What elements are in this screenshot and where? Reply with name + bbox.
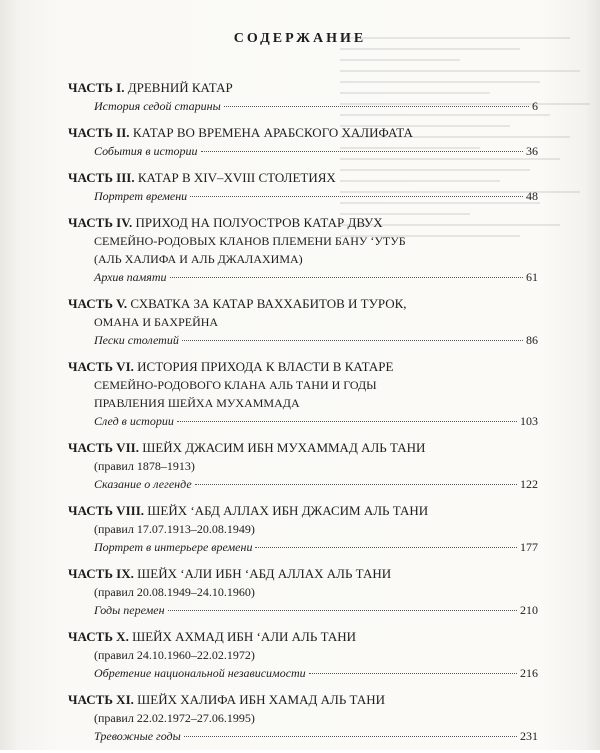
part-label: ЧАСТЬ XI. <box>68 692 134 707</box>
toc-entry-heading-continued <box>94 313 538 331</box>
toc-entry-heading <box>68 564 538 583</box>
page-title: СОДЕРЖАНИЕ <box>233 31 367 46</box>
toc-entry-heading <box>68 357 538 376</box>
reign-dates: (правил 20.08.1949–24.10.1960) <box>94 585 255 599</box>
page-number: 122 <box>520 477 538 491</box>
dot-leader <box>184 736 517 737</box>
page-number: 36 <box>526 144 538 158</box>
dot-leader <box>182 340 523 341</box>
dot-leader <box>190 196 523 197</box>
page-number: 6 <box>532 99 538 113</box>
toc-entry-subtitle-row <box>94 142 538 160</box>
part-label: ЧАСТЬ X. <box>68 629 129 644</box>
page-number: 103 <box>520 414 538 428</box>
part-title: СЕМЕЙНО-РОДОВОГО КЛАНА АЛЬ ТАНИ И ГОДЫ <box>94 378 377 392</box>
part-label: ЧАСТЬ IX. <box>68 566 134 581</box>
part-title: ШЕЙХ ДЖАСИМ ИБН МУХАММАД АЛЬ ТАНИ <box>142 440 426 455</box>
toc-entry-subtitle-row <box>94 268 538 286</box>
part-title: КАТАР ВО ВРЕМЕНА АРАБСКОГО ХАЛИФАТА <box>132 125 413 140</box>
part-label: ЧАСТЬ VIII. <box>68 503 145 518</box>
dot-leader <box>201 151 523 152</box>
toc-entry-heading <box>68 294 538 313</box>
toc-entry <box>68 168 538 205</box>
toc-entry <box>68 213 538 286</box>
part-label: ЧАСТЬ II. <box>68 125 130 140</box>
toc-entry-heading <box>68 123 538 142</box>
part-title: ШЕЙХ ʻАЛИ ИБН ʻАБД АЛЛАХ АЛЬ ТАНИ <box>137 566 392 581</box>
chapter-subtitle: Портрет в интерьере времени <box>94 540 253 554</box>
chapter-subtitle: Пески столетий <box>94 333 179 347</box>
toc-entry <box>68 294 538 349</box>
chapter-subtitle: След в истории <box>94 414 174 428</box>
toc-entry <box>68 690 538 745</box>
reign-dates: (правил 22.02.1972–27.06.1995) <box>94 711 255 725</box>
part-title: ДРЕВНИЙ КАТАР <box>127 80 233 95</box>
toc-entry-subtitle-row <box>94 538 538 556</box>
toc-entry <box>68 78 538 115</box>
dot-leader <box>168 610 517 611</box>
page-number: 177 <box>520 540 538 554</box>
toc-entry-subtitle-row <box>94 187 538 205</box>
part-label: ЧАСТЬ VI. <box>68 359 134 374</box>
toc-entry <box>68 564 538 619</box>
part-title: СЕМЕЙНО-РОДОВЫХ КЛАНОВ ПЛЕМЕНИ БАНУ ʻУТУБ <box>94 234 406 248</box>
part-title: ШЕЙХ АХМАД ИБН ʻАЛИ АЛЬ ТАНИ <box>132 629 357 644</box>
part-label: ЧАСТЬ I. <box>68 80 125 95</box>
toc-entry <box>68 501 538 556</box>
reign-dates: (правил 24.10.1960–22.02.1972) <box>94 648 255 662</box>
reign-dates: (правил 17.07.1913–20.08.1949) <box>94 522 255 536</box>
toc-entry <box>68 438 538 493</box>
toc-entry <box>68 123 538 160</box>
dot-leader <box>309 673 517 674</box>
part-title: ПРИХОД НА ПОЛУОСТРОВ КАТАР ДВУХ <box>135 215 383 230</box>
page-number: 48 <box>526 189 538 203</box>
reign-dates: (правил 1878–1913) <box>94 459 195 473</box>
part-label: ЧАСТЬ V. <box>68 296 128 311</box>
chapter-subtitle: Портрет времени <box>94 189 188 203</box>
chapter-subtitle: История седой старины <box>94 99 221 113</box>
toc-entry-heading <box>68 168 538 187</box>
toc-entry-heading <box>68 690 538 709</box>
toc-entry-heading-continued <box>94 394 538 412</box>
toc-entry-subtitle-row <box>94 601 538 619</box>
dot-leader <box>195 484 517 485</box>
part-title: ОМАНА И БАХРЕЙНА <box>94 315 219 329</box>
part-label: ЧАСТЬ VII. <box>68 440 139 455</box>
toc-entry-heading <box>68 78 538 97</box>
toc-entry-heading-continued <box>94 376 538 394</box>
chapter-subtitle: Обретение национальной независимости <box>94 666 306 680</box>
toc-entry-heading <box>68 213 538 232</box>
toc-entry-subtitle-row <box>94 475 538 493</box>
part-label: ЧАСТЬ III. <box>68 170 135 185</box>
chapter-subtitle: Архив памяти <box>94 270 167 284</box>
toc-entry <box>68 357 538 430</box>
part-title: (АЛЬ ХАЛИФА И АЛЬ ДЖАЛАХИМА) <box>94 252 303 266</box>
toc-entry-heading <box>68 438 538 457</box>
part-title: ИСТОРИЯ ПРИХОДА К ВЛАСТИ В КАТАРЕ <box>137 359 394 374</box>
page-number: 216 <box>520 666 538 680</box>
page-number: 61 <box>526 270 538 284</box>
page-number: 231 <box>520 729 538 743</box>
dot-leader <box>177 421 517 422</box>
part-title: ШЕЙХ ʻАБД АЛЛАХ ИБН ДЖАСИМ АЛЬ ТАНИ <box>147 503 429 518</box>
toc-entry-subtitle-row <box>94 331 538 349</box>
dot-leader <box>224 106 529 107</box>
part-label: ЧАСТЬ IV. <box>68 215 133 230</box>
chapter-subtitle: Тревожные годы <box>94 729 181 743</box>
chapter-subtitle: События в истории <box>94 144 198 158</box>
chapter-subtitle: Годы перемен <box>94 603 165 617</box>
toc-entry-subtitle-row <box>94 97 538 115</box>
toc-entry-heading <box>68 501 538 520</box>
part-title: ПРАВЛЕНИЯ ШЕЙХА МУХАММАДА <box>94 396 300 410</box>
page-number: 86 <box>526 333 538 347</box>
toc-entry-subtitle-row <box>94 412 538 430</box>
toc-entry-heading-continued <box>94 232 538 250</box>
part-title: КАТАР В XIV–XVIII СТОЛЕТИЯХ <box>137 170 336 185</box>
part-title: СХВАТКА ЗА КАТАР ВАХХАБИТОВ И ТУРОК, <box>130 296 407 311</box>
toc-entry-heading <box>68 627 538 646</box>
dot-leader <box>255 547 517 548</box>
toc-entry <box>68 627 538 682</box>
page-number: 210 <box>520 603 538 617</box>
dot-leader <box>170 277 523 278</box>
toc-entry-subtitle-row <box>94 727 538 745</box>
toc-entry-heading-continued <box>94 250 538 268</box>
toc-entry-subtitle-row <box>94 664 538 682</box>
chapter-subtitle: Сказание о легенде <box>94 477 192 491</box>
part-title: ШЕЙХ ХАЛИФА ИБН ХАМАД АЛЬ ТАНИ <box>137 692 386 707</box>
table-of-contents <box>68 78 538 753</box>
